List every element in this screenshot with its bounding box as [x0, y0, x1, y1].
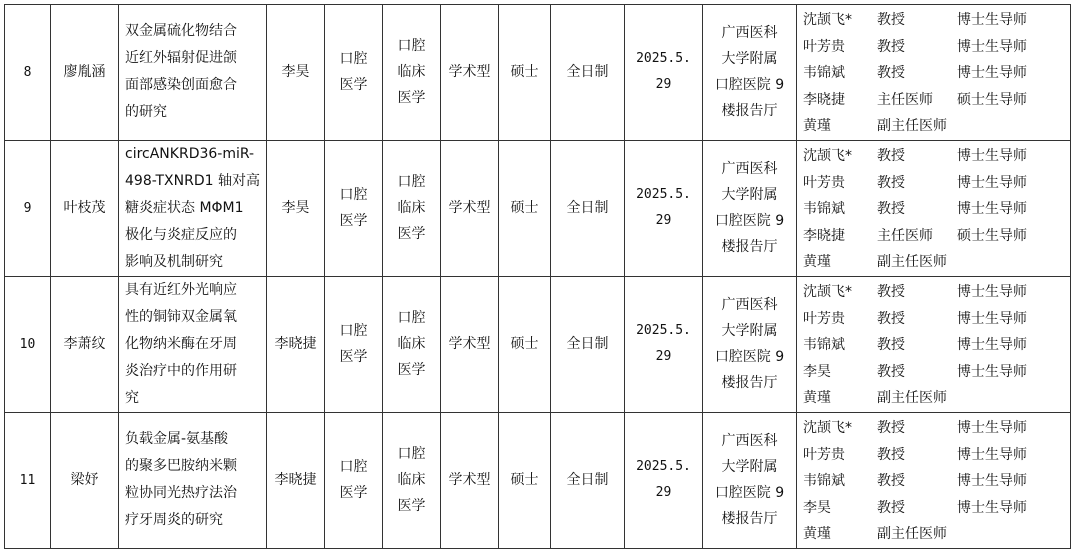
- member-rank: 教授: [877, 337, 905, 354]
- row-number: 10: [19, 336, 36, 352]
- field-line: 口腔: [397, 174, 426, 191]
- thesis-title-line: 双金属硫化物结合: [125, 23, 237, 40]
- defense-date-line: 2025.5.: [636, 51, 691, 67]
- row-number-cell: [5, 276, 51, 412]
- degree-type-cell: [441, 412, 499, 548]
- student-name: 梁妤: [70, 472, 99, 489]
- member-name: 叶芳贵: [803, 446, 845, 463]
- committee-member: [803, 249, 1070, 276]
- member-name: 叶芳贵: [803, 38, 845, 55]
- major-line: 口腔: [339, 323, 368, 340]
- thesis-title-line: 极化与炎症反应的: [125, 226, 237, 243]
- member-rank: 教授: [877, 201, 905, 218]
- thesis-title-cell: [119, 276, 267, 412]
- member-rank: 副主任医师: [877, 390, 947, 407]
- member-rank: 教授: [877, 174, 905, 191]
- field-line: 医学: [397, 90, 426, 107]
- committee-member: [803, 385, 1070, 412]
- venue-line: 楼报告厅: [721, 239, 778, 256]
- committee-member: [803, 170, 1070, 197]
- degree-level: 硕士: [510, 64, 539, 81]
- advisor-cell: [267, 412, 325, 548]
- committee-member: [803, 143, 1070, 170]
- major-line: 医学: [339, 213, 368, 230]
- defense-date-cell: [625, 140, 703, 276]
- committee-member: [803, 415, 1070, 442]
- thesis-title-line: 究: [125, 389, 139, 406]
- study-mode-cell: [551, 140, 625, 276]
- degree-level: 硕士: [510, 472, 539, 489]
- student-name-cell: [51, 276, 119, 412]
- degree-level-cell: [499, 5, 551, 141]
- thesis-title-line: 近红外辐射促进颌: [125, 50, 237, 67]
- major-line: 医学: [339, 349, 368, 366]
- member-role: 博士生导师: [957, 419, 1027, 436]
- major-cell: [325, 5, 383, 141]
- defense-date-line: 29: [655, 485, 672, 501]
- row-number-cell: [5, 412, 51, 548]
- venue-line: 口腔医院 9: [714, 213, 785, 230]
- committee-member: [803, 359, 1070, 386]
- thesis-title-line: 糖炎症状态 MΦM1: [125, 199, 244, 216]
- member-role: 博士生导师: [957, 310, 1027, 327]
- committee-cell: [797, 412, 1071, 548]
- field-line: 口腔: [397, 38, 426, 55]
- defense-date-cell: [625, 5, 703, 141]
- member-rank: 主任医师: [877, 227, 933, 244]
- advisor-cell: [267, 140, 325, 276]
- thesis-title-line: 498-TXNRD1 轴对高: [125, 172, 260, 189]
- member-rank: 教授: [877, 38, 905, 55]
- major-line: 医学: [339, 77, 368, 94]
- defense-date-line: 29: [655, 77, 672, 93]
- venue-line: 广西医科: [721, 161, 778, 178]
- venue-cell: [703, 276, 797, 412]
- student-name-cell: [51, 412, 119, 548]
- study-mode-cell: [551, 412, 625, 548]
- thesis-title-line: 影响及机制研究: [125, 253, 223, 270]
- degree-type: 学术型: [448, 472, 491, 489]
- committee-member: [803, 223, 1070, 250]
- defense-date-line: 29: [655, 213, 672, 229]
- degree-level: 硕士: [510, 336, 539, 353]
- field-line: 临床: [397, 64, 426, 81]
- field-line: 医学: [397, 362, 426, 379]
- defense-date-line: 2025.5.: [636, 459, 691, 475]
- member-role: 博士生导师: [957, 337, 1027, 354]
- study-mode: 全日制: [566, 200, 609, 217]
- student-name: 廖胤涵: [63, 64, 106, 81]
- major-cell: [325, 412, 383, 548]
- table-row: [5, 5, 1071, 141]
- study-mode: 全日制: [566, 472, 609, 489]
- degree-level-cell: [499, 276, 551, 412]
- thesis-title-line: 的研究: [125, 104, 167, 121]
- member-rank: 副主任医师: [877, 254, 947, 271]
- thesis-title-line: 面部感染创面愈合: [125, 77, 237, 94]
- member-name: 韦锦斌: [803, 201, 845, 218]
- row-number-cell: [5, 140, 51, 276]
- member-role: 博士生导师: [957, 446, 1027, 463]
- venue-line: 大学附属: [721, 459, 778, 476]
- field-line: 口腔: [397, 310, 426, 327]
- degree-level-cell: [499, 140, 551, 276]
- thesis-title-cell: [119, 140, 267, 276]
- thesis-title-line: 负载金属-氨基酸: [125, 431, 229, 448]
- member-name: 韦锦斌: [803, 473, 845, 490]
- defense-date-cell: [625, 276, 703, 412]
- advisor-name: 李昊: [281, 64, 310, 81]
- member-role: 博士生导师: [957, 12, 1027, 28]
- committee-member: [803, 279, 1070, 306]
- field-cell: [383, 5, 441, 141]
- field-line: 临床: [397, 200, 426, 217]
- table-row: [5, 140, 1071, 276]
- field-line: 医学: [397, 226, 426, 243]
- major-line: 口腔: [339, 459, 368, 476]
- member-name: 沈颉飞*: [803, 419, 852, 436]
- committee-cell: [797, 140, 1071, 276]
- member-name: 李昊: [803, 499, 831, 516]
- degree-type: 学术型: [448, 200, 491, 217]
- study-mode: 全日制: [566, 64, 609, 81]
- degree-type: 学术型: [448, 64, 491, 81]
- venue-line: 广西医科: [721, 297, 778, 314]
- member-role: 博士生导师: [957, 363, 1027, 380]
- member-role: 博士生导师: [957, 65, 1027, 82]
- committee-member: [803, 113, 1070, 140]
- member-rank: 教授: [877, 65, 905, 82]
- venue-line: 楼报告厅: [721, 511, 778, 528]
- major-line: 医学: [339, 485, 368, 502]
- member-role: 硕士生导师: [957, 91, 1027, 108]
- venue-line: 口腔医院 9: [714, 349, 785, 366]
- row-number-cell: [5, 5, 51, 141]
- row-number: 11: [19, 472, 36, 488]
- member-rank: 教授: [877, 473, 905, 490]
- committee-member: [803, 34, 1070, 61]
- thesis-title-cell: [119, 5, 267, 141]
- member-name: 韦锦斌: [803, 337, 845, 354]
- student-name-cell: [51, 140, 119, 276]
- member-name: 李晓捷: [803, 91, 845, 108]
- member-name: 沈颉飞*: [803, 283, 852, 300]
- member-name: 李昊: [803, 363, 831, 380]
- advisor-cell: [267, 5, 325, 141]
- defense-date-line: 2025.5.: [636, 323, 691, 339]
- study-mode-cell: [551, 5, 625, 141]
- member-name: 叶芳贵: [803, 310, 845, 327]
- advisor-cell: [267, 276, 325, 412]
- field-cell: [383, 276, 441, 412]
- thesis-title-line: 性的铜铈双金属氧: [125, 308, 237, 325]
- major-cell: [325, 276, 383, 412]
- major-cell: [325, 140, 383, 276]
- defense-date-line: 29: [655, 349, 672, 365]
- committee-cell: [797, 276, 1071, 412]
- member-rank: 教授: [877, 310, 905, 327]
- member-rank: 教授: [877, 446, 905, 463]
- committee-member: [803, 306, 1070, 333]
- member-rank: 教授: [877, 147, 905, 164]
- member-role: 博士生导师: [957, 174, 1027, 191]
- thesis-title-line: circANKRD36-miR-: [125, 145, 255, 162]
- venue-line: 大学附属: [721, 51, 778, 68]
- venue-cell: [703, 5, 797, 141]
- field-line: 医学: [397, 498, 426, 515]
- field-cell: [383, 412, 441, 548]
- committee-member: [803, 521, 1070, 548]
- venue-line: 广西医科: [721, 433, 778, 450]
- committee-member: [803, 60, 1070, 87]
- member-role: 博士生导师: [957, 283, 1027, 300]
- defense-date-line: 2025.5.: [636, 187, 691, 203]
- member-rank: 教授: [877, 12, 905, 28]
- member-rank: 副主任医师: [877, 526, 947, 543]
- field-line: 口腔: [397, 446, 426, 463]
- student-name: 叶枝茂: [63, 200, 106, 217]
- member-name: 沈颉飞*: [803, 147, 852, 164]
- venue-line: 口腔医院 9: [714, 485, 785, 502]
- advisor-name: 李晓捷: [274, 336, 317, 353]
- committee-member: [803, 442, 1070, 469]
- member-rank: 教授: [877, 363, 905, 380]
- field-line: 临床: [397, 336, 426, 353]
- member-name: 黄瑾: [803, 390, 831, 407]
- table-body: [5, 5, 1071, 549]
- venue-line: 广西医科: [721, 25, 778, 42]
- study-mode: 全日制: [566, 336, 609, 353]
- committee-member: [803, 87, 1070, 114]
- thesis-title-line: 的聚多巴胺纳米颗: [125, 458, 237, 475]
- field-cell: [383, 140, 441, 276]
- committee-member: [803, 7, 1070, 34]
- member-name: 韦锦斌: [803, 65, 845, 82]
- committee-member: [803, 332, 1070, 359]
- student-name: 李萧纹: [63, 336, 106, 353]
- member-role: 博士生导师: [957, 38, 1027, 55]
- member-role: 博士生导师: [957, 147, 1027, 164]
- committee-member: [803, 468, 1070, 495]
- thesis-title-line: 疗牙周炎的研究: [125, 512, 223, 529]
- student-name-cell: [51, 5, 119, 141]
- member-name: 叶芳贵: [803, 174, 845, 191]
- venue-line: 口腔医院 9: [714, 77, 785, 94]
- thesis-title-line: 化物纳米酶在牙周: [125, 335, 237, 352]
- venue-cell: [703, 412, 797, 548]
- venue-line: 楼报告厅: [721, 103, 778, 120]
- member-role: 硕士生导师: [957, 227, 1027, 244]
- member-rank: 主任医师: [877, 91, 933, 108]
- major-line: 口腔: [339, 51, 368, 68]
- member-name: 黄瑾: [803, 118, 831, 135]
- row-number: 9: [23, 200, 32, 216]
- member-role: 博士生导师: [957, 473, 1027, 490]
- member-role: 博士生导师: [957, 499, 1027, 516]
- venue-line: 楼报告厅: [721, 375, 778, 392]
- thesis-title-line: 炎治疗中的作用研: [125, 362, 237, 379]
- member-rank: 教授: [877, 283, 905, 300]
- venue-line: 大学附属: [721, 323, 778, 340]
- row-number: 8: [23, 64, 32, 80]
- committee-member: [803, 196, 1070, 223]
- thesis-title-line: 具有近红外光响应: [125, 281, 237, 298]
- member-rank: 教授: [877, 499, 905, 516]
- degree-type-cell: [441, 5, 499, 141]
- defense-date-cell: [625, 412, 703, 548]
- field-line: 临床: [397, 472, 426, 489]
- table-row: [5, 412, 1071, 548]
- member-name: 李晓捷: [803, 227, 845, 244]
- venue-line: 大学附属: [721, 187, 778, 204]
- member-name: 沈颉飞*: [803, 12, 852, 28]
- degree-type-cell: [441, 276, 499, 412]
- thesis-title-cell: [119, 412, 267, 548]
- study-mode-cell: [551, 276, 625, 412]
- degree-type-cell: [441, 140, 499, 276]
- degree-level: 硕士: [510, 200, 539, 217]
- thesis-title-line: 粒协同光热疗法治: [125, 485, 237, 502]
- defense-schedule-table: [4, 4, 1071, 549]
- committee-cell: [797, 5, 1071, 141]
- committee-member: [803, 495, 1070, 522]
- table-row: [5, 276, 1071, 412]
- venue-cell: [703, 140, 797, 276]
- advisor-name: 李晓捷: [274, 472, 317, 489]
- member-rank: 教授: [877, 419, 905, 436]
- degree-level-cell: [499, 412, 551, 548]
- degree-type: 学术型: [448, 336, 491, 353]
- member-rank: 副主任医师: [877, 118, 947, 135]
- major-line: 口腔: [339, 187, 368, 204]
- member-name: 黄瑾: [803, 526, 831, 543]
- member-role: 博士生导师: [957, 201, 1027, 218]
- advisor-name: 李昊: [281, 200, 310, 217]
- member-name: 黄瑾: [803, 254, 831, 271]
